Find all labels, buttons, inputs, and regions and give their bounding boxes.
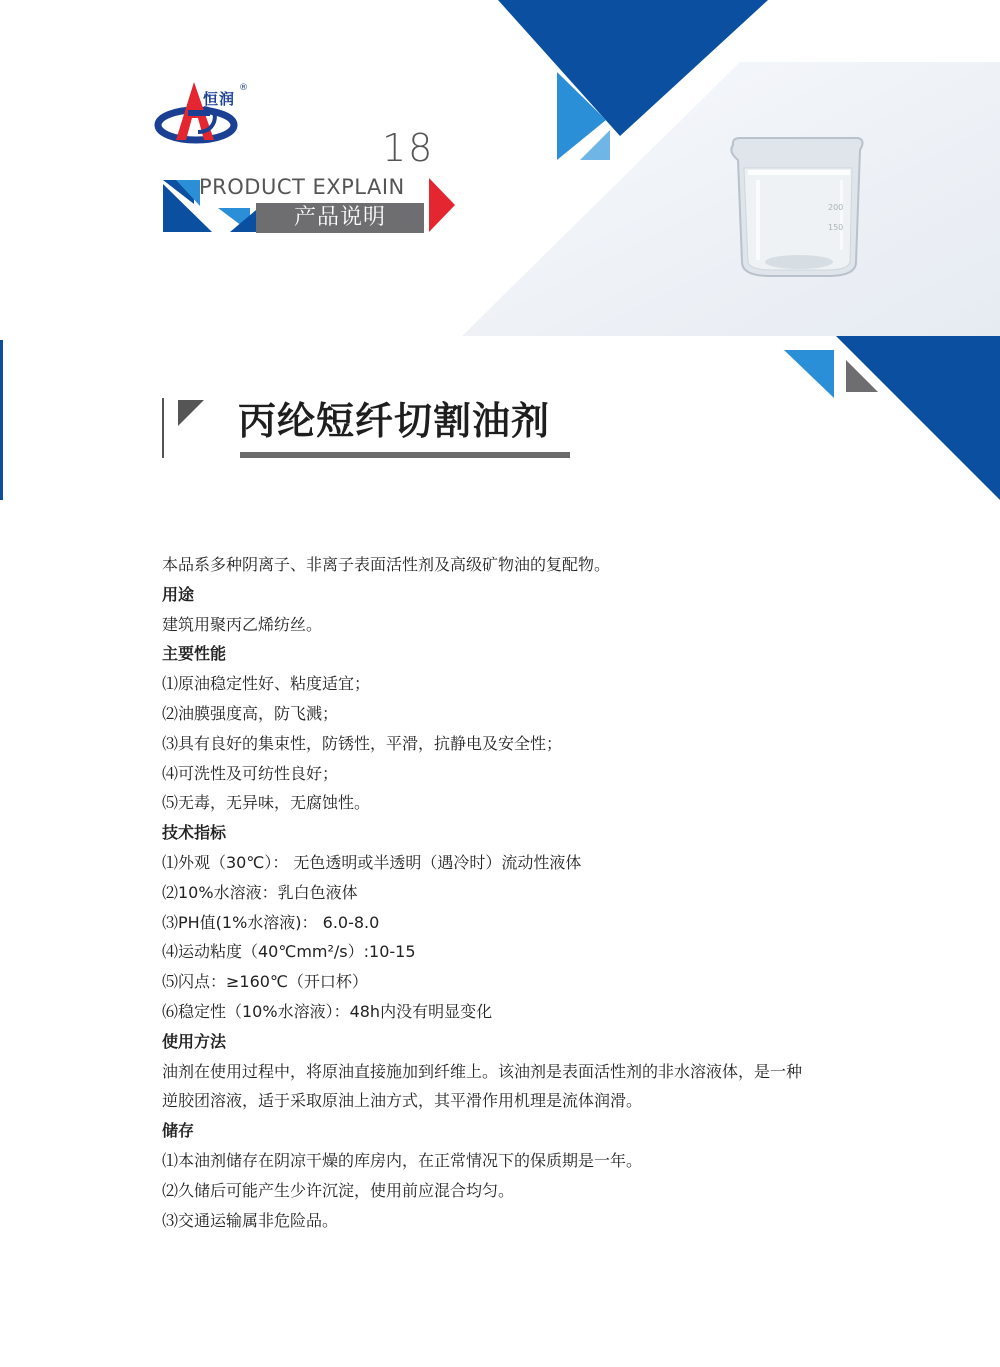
intro-text: 本品系多种阴离子、非离子表面活性剂及高级矿物油的复配物。 [162, 555, 611, 574]
spec-line: ⑷运动粘度（40℃mm²/s）:10-15 [162, 942, 416, 962]
brand-name: 恒润 [203, 90, 236, 108]
spec-line: ⑸闪点：≥160℃（开口杯） [162, 972, 368, 992]
product-beaker-image [731, 138, 862, 276]
storage-line: ⑵久储后可能产生少许沉淀，使用前应混合均匀。 [162, 1180, 515, 1200]
spec-line: ⑹稳定性（10%水溶液）：48h内没有明显变化 [162, 1001, 493, 1021]
spec-line: ⑵10%水溶液：乳白色液体 [162, 882, 358, 902]
page-number: 18 [382, 126, 435, 170]
svg-text:150: 150 [828, 223, 844, 232]
performance-line: ⑵油膜强度高，防飞溅； [162, 703, 339, 723]
spec-line: ⑴外观（30℃）： 无色透明或半透明（遇冷时）流动性液体 [162, 852, 582, 872]
usage-line: 建筑用聚丙乙烯纺丝。 [162, 614, 323, 634]
section-heading-specs: 技术指标 [162, 823, 227, 843]
registered-mark: ® [239, 83, 248, 93]
title-side-bar [162, 398, 164, 458]
performance-line: ⑶具有良好的集束性，防锈性，平滑，抗静电及安全性； [162, 733, 563, 753]
product-panel [462, 62, 1000, 336]
title-marker-triangle [178, 400, 204, 426]
storage-line: ⑴本油剂储存在阴凉干燥的库房内，在正常情况下的保质期是一年。 [162, 1150, 643, 1170]
section-heading-performance: 主要性能 [162, 644, 227, 664]
section-label-en: PRODUCT EXPLAIN [199, 175, 405, 199]
section-heading-method: 使用方法 [162, 1031, 227, 1051]
right-blue-triangle [836, 336, 1000, 500]
method-line: 逆胶团溶液，适于采取原油上油方式，其平滑作用机理是流体润滑。 [162, 1091, 643, 1111]
product-description [162, 550, 862, 1235]
right-small-blue-triangle [784, 350, 834, 398]
performance-line: ⑴原油稳定性好、粘度适宜； [162, 674, 371, 694]
svg-text:200: 200 [828, 203, 844, 212]
spec-line: ⑶PH值(1%水溶液)： 6.0-8.0 [162, 912, 380, 932]
method-line: 油剂在使用过程中，将原油直接施加到纤维上。该油剂是表面活性剂的非水溶液体，是一种 [162, 1061, 803, 1081]
left-edge-stripe [0, 340, 3, 500]
section-label-zh: 产品说明 [293, 205, 386, 230]
section-heading-usage: 用途 [162, 584, 195, 604]
performance-line: ⑷可洗性及可纺性良好； [162, 763, 339, 783]
storage-line: ⑶交通运输属非危险品。 [162, 1210, 339, 1230]
product-title: 丙纶短纤切割油剂 [238, 399, 551, 443]
title-underline [240, 452, 570, 458]
section-heading-storage: 储存 [162, 1121, 195, 1141]
performance-line: ⑸无毒，无异味，无腐蚀性。 [162, 793, 371, 813]
